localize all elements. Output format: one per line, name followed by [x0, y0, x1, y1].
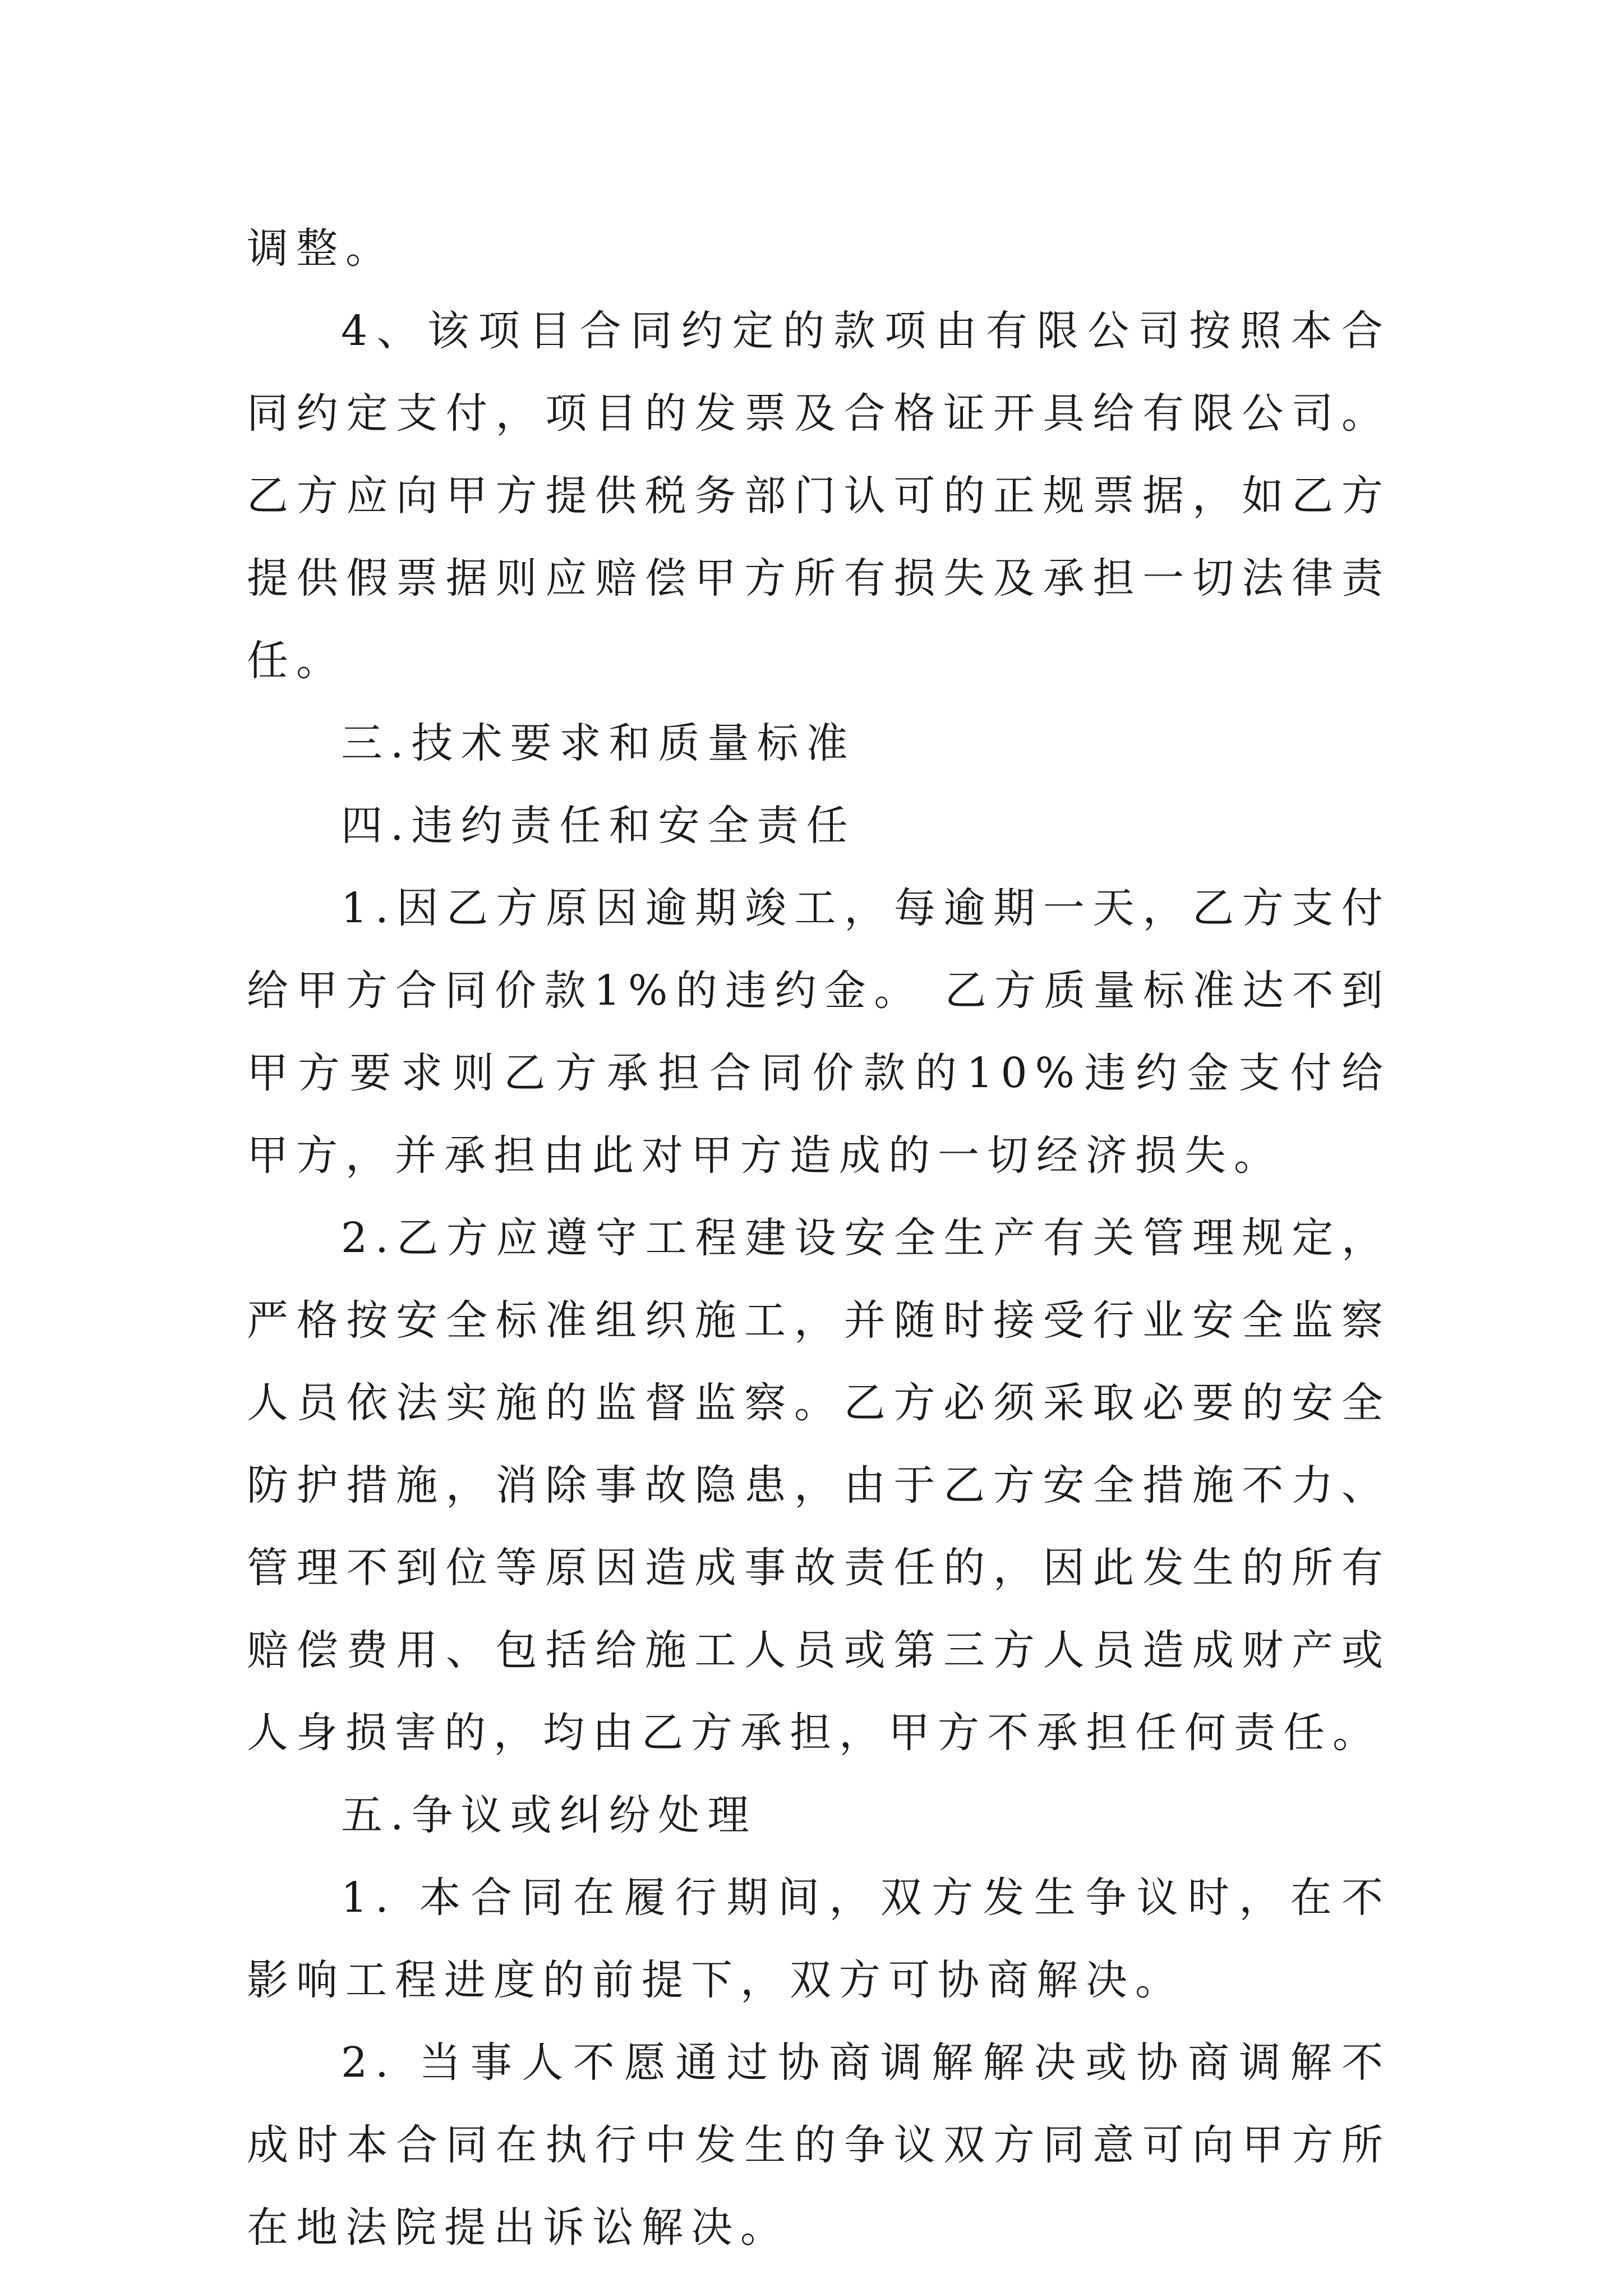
paragraph-safety-responsibility: 2.乙方应遵守工程建设安全生产有关管理规定，严格按安全标准组织施工，并随时接受行业安全监察人员依法实施的监督监察。乙方必须采取必要的安全防护措施，消除事故隐患，由于乙方安全措施不力、管理不到位等原因造成事故责任的，因此发生的所有赔偿费用、包括给施工人员或第三方人员造成财产或人身损害的，均由乙方承担，甲方不承担任何责任。	[247, 1214, 1391, 1757]
section-heading-liability-safety: 四.违约责任和安全责任	[341, 802, 856, 850]
paragraph-late-completion-penalty: 1.因乙方原因逾期竣工，每逾期一天，乙方支付给甲方合同价款1%的违约金。 乙方质量标准达不到甲方要求则乙方承担合同价款的10%违约金支付给甲方，并承担由此对甲方造成的一切经济损失。	[247, 884, 1391, 1180]
section-heading-dispute-resolution: 五.争议或纠纷处理	[341, 1791, 757, 1839]
paragraph-dispute-litigation: 2. 当事人不愿通过协商调解解决或协商调解不成时本合同在执行中发生的争议双方同意可向甲方所在地法院提出诉讼解决。	[247, 2039, 1391, 2252]
paragraph-continuation: 调整。	[247, 224, 395, 273]
section-heading-technical-quality: 三.技术要求和质量标准	[341, 719, 856, 767]
document-body	[247, 208, 1391, 2269]
paragraph-dispute-negotiation: 1. 本合同在履行期间，双方发生争议时，在不影响工程进度的前提下，双方可协商解决。	[247, 1874, 1391, 2004]
paragraph-payment-invoice: 4、该项目合同约定的款项由有限公司按照本合同约定支付，项目的发票及合格证开具给有限公司。乙方应向甲方提供税务部门认可的正规票据，如乙方提供假票据则应赔偿甲方所有损失及承担一切法律责任。	[247, 307, 1391, 685]
